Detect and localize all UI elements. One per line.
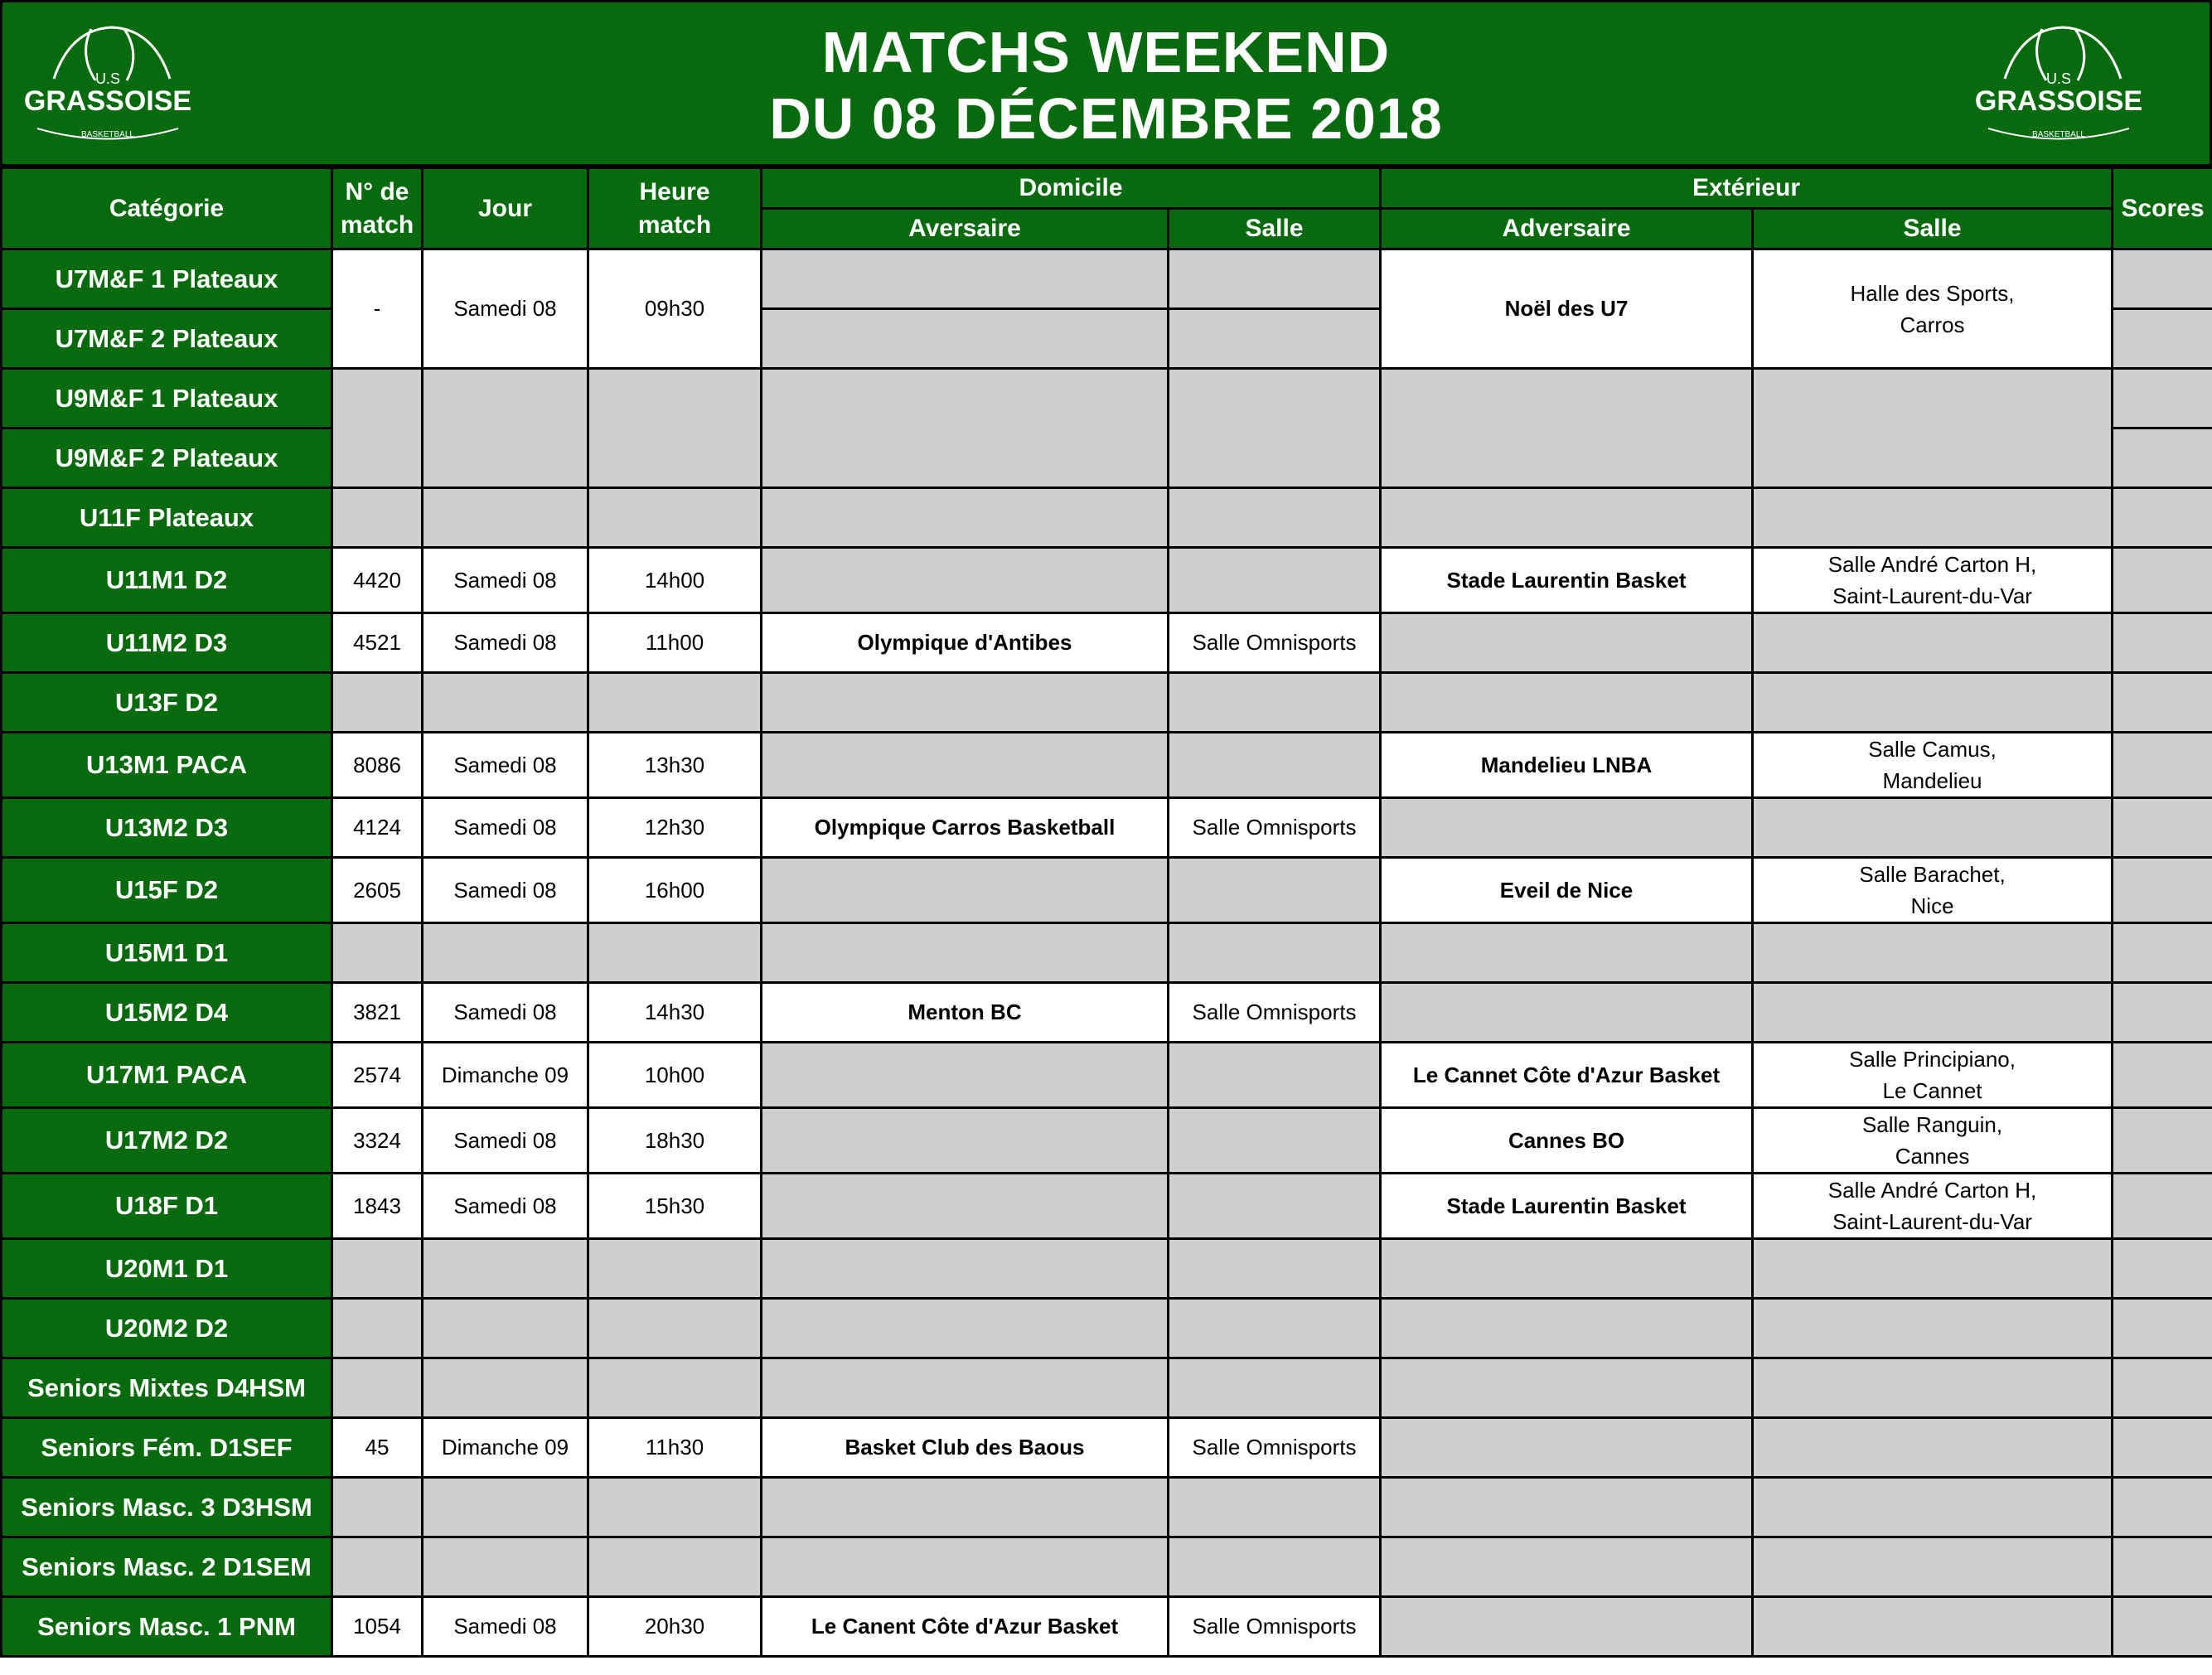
category-cell: U11M2 D3 — [2, 613, 332, 673]
home-opponent-cell — [762, 309, 1169, 369]
table-row — [2, 798, 2212, 858]
home-opponent-cell — [762, 733, 1169, 798]
table-row — [2, 1239, 2212, 1299]
match-number-cell: 3324 — [332, 1108, 423, 1174]
time-cell: 14h00 — [588, 548, 762, 613]
time-cell — [588, 488, 762, 548]
time-cell — [588, 923, 762, 983]
table-row — [2, 923, 2212, 983]
away-opponent-cell — [1381, 1478, 1753, 1537]
home-opponent-cell — [762, 673, 1169, 733]
away-venue-line2: Nice — [1910, 893, 1954, 918]
away-venue-cell — [1753, 548, 2113, 613]
home-opponent-cell — [762, 858, 1169, 923]
match-number-cell — [332, 1537, 423, 1597]
home-opponent-cell — [762, 1239, 1169, 1299]
score-cell — [2113, 798, 2212, 858]
category-cell: Seniors Masc. 1 PNM — [2, 1597, 332, 1657]
home-venue-cell — [1169, 1299, 1381, 1358]
away-opponent-cell: Stade Laurentin Basket — [1381, 548, 1753, 613]
away-opponent-cell: Stade Laurentin Basket — [1381, 1174, 1753, 1239]
away-venue-cell — [1753, 1478, 2113, 1537]
home-opponent-cell — [762, 1043, 1169, 1108]
away-opponent-cell — [1381, 1358, 1753, 1418]
score-cell — [2113, 1299, 2212, 1358]
table-row — [2, 858, 2212, 923]
home-opponent-cell — [762, 923, 1169, 983]
away-venue-cell — [1753, 488, 2113, 548]
score-cell — [2113, 613, 2212, 673]
home-venue-cell — [1169, 733, 1381, 798]
away-opponent-cell — [1381, 1537, 1753, 1597]
day-cell: Samedi 08 — [423, 1174, 588, 1239]
match-number-cell — [332, 369, 423, 488]
away-venue-cell — [1753, 249, 2113, 369]
col-header-time — [588, 168, 762, 249]
score-cell — [2113, 309, 2212, 369]
home-venue-cell: Salle Omnisports — [1169, 1418, 1381, 1478]
home-venue-cell — [1169, 1174, 1381, 1239]
home-opponent-cell — [762, 1358, 1169, 1418]
title-line-1: MATCHS WEEKEND — [821, 20, 1391, 85]
category-cell: U13M1 PACA — [2, 733, 332, 798]
table-row — [2, 983, 2212, 1043]
home-venue-cell — [1169, 1043, 1381, 1108]
score-cell — [2113, 1174, 2212, 1239]
time-cell — [588, 369, 762, 488]
away-venue-cell — [1753, 1043, 2113, 1108]
day-cell: Samedi 08 — [423, 798, 588, 858]
day-cell — [423, 1537, 588, 1597]
away-venue-cell — [1753, 1358, 2113, 1418]
home-venue-cell — [1169, 1537, 1381, 1597]
category-cell: U11M1 D2 — [2, 548, 332, 613]
day-cell — [423, 1299, 588, 1358]
away-opponent-cell: Mandelieu LNBA — [1381, 733, 1753, 798]
col-header-day: Jour — [423, 168, 588, 249]
day-cell — [423, 1239, 588, 1299]
schedule-body — [2, 249, 2212, 1657]
score-cell — [2113, 548, 2212, 613]
score-cell — [2113, 983, 2212, 1043]
category-cell: U13M2 D3 — [2, 798, 332, 858]
match-number-cell — [332, 1239, 423, 1299]
col-header-away-venue: Salle — [1753, 209, 2113, 249]
home-venue-cell — [1169, 1108, 1381, 1174]
away-opponent-cell — [1381, 798, 1753, 858]
match-number-cell: 3821 — [332, 983, 423, 1043]
page-title — [2, 19, 2210, 152]
svg-text:GRASSOISE: GRASSOISE — [23, 85, 192, 117]
home-opponent-cell — [762, 488, 1169, 548]
match-number-cell: 4420 — [332, 548, 423, 613]
day-cell: Samedi 08 — [423, 1108, 588, 1174]
score-cell — [2113, 1597, 2212, 1657]
away-venue-line1: Salle Principiano, — [1849, 1047, 2016, 1072]
day-cell — [423, 673, 588, 733]
category-cell: Seniors Fém. D1SEF — [2, 1418, 332, 1478]
basketball-logo-icon — [1972, 21, 2146, 145]
home-opponent-cell — [762, 1174, 1169, 1239]
home-opponent-cell — [762, 1537, 1169, 1597]
home-opponent-cell: Olympique d'Antibes — [762, 613, 1169, 673]
home-opponent-cell — [762, 249, 1169, 309]
score-cell — [2113, 1478, 2212, 1537]
home-opponent-cell: Basket Club des Baous — [762, 1418, 1169, 1478]
table-row — [2, 613, 2212, 673]
category-cell: U17M1 PACA — [2, 1043, 332, 1108]
svg-text:BASKETBALL: BASKETBALL — [81, 130, 134, 139]
score-cell — [2113, 858, 2212, 923]
score-cell — [2113, 488, 2212, 548]
day-cell — [423, 1358, 588, 1418]
match-number-cell — [332, 923, 423, 983]
home-venue-cell — [1169, 923, 1381, 983]
match-number-cell: 4521 — [332, 613, 423, 673]
home-venue-cell: Salle Omnisports — [1169, 613, 1381, 673]
away-opponent-cell — [1381, 1418, 1753, 1478]
time-cell — [588, 1299, 762, 1358]
category-cell: U9M&F 1 Plateaux — [2, 369, 332, 428]
away-venue-cell — [1753, 369, 2113, 488]
away-venue-line2: Mandelieu — [1882, 768, 1982, 793]
time-cell — [588, 1239, 762, 1299]
svg-text:BASKETBALL: BASKETBALL — [2032, 130, 2085, 139]
match-number-cell: 8086 — [332, 733, 423, 798]
table-row — [2, 488, 2212, 548]
match-number-cell — [332, 673, 423, 733]
home-venue-cell — [1169, 673, 1381, 733]
match-number-cell — [332, 1358, 423, 1418]
away-venue-cell — [1753, 798, 2113, 858]
away-venue-line2: Saint-Laurent-du-Var — [1832, 1209, 2032, 1234]
category-cell: U7M&F 1 Plateaux — [2, 249, 332, 309]
home-opponent-cell — [762, 1299, 1169, 1358]
time-cell: 09h30 — [588, 249, 762, 369]
home-opponent-cell — [762, 369, 1169, 488]
col-header-home-opponent: Aversaire — [762, 209, 1169, 249]
day-cell — [423, 369, 588, 488]
time-cell: 16h00 — [588, 858, 762, 923]
col-header-away-opponent: Adversaire — [1381, 209, 1753, 249]
match-number-cell: 45 — [332, 1418, 423, 1478]
away-opponent-cell: Noël des U7 — [1381, 249, 1753, 369]
away-venue-line1: Salle Camus, — [1868, 737, 1997, 762]
away-opponent-cell: Cannes BO — [1381, 1108, 1753, 1174]
score-cell — [2113, 733, 2212, 798]
home-venue-cell — [1169, 488, 1381, 548]
score-cell — [2113, 1418, 2212, 1478]
time-cell: 20h30 — [588, 1597, 762, 1657]
home-venue-cell: Salle Omnisports — [1169, 798, 1381, 858]
category-cell: Seniors Masc. 3 D3HSM — [2, 1478, 332, 1537]
away-opponent-cell — [1381, 1239, 1753, 1299]
away-venue-cell — [1753, 858, 2113, 923]
table-row — [2, 673, 2212, 733]
match-number-cell: 2574 — [332, 1043, 423, 1108]
category-cell: Seniors Mixtes D4HSM — [2, 1358, 332, 1418]
score-cell — [2113, 1358, 2212, 1418]
home-opponent-cell: Olympique Carros Basketball — [762, 798, 1169, 858]
table-row — [2, 1043, 2212, 1108]
away-venue-cell — [1753, 983, 2113, 1043]
table-row — [2, 369, 2212, 428]
day-cell: Samedi 08 — [423, 249, 588, 369]
time-cell — [588, 673, 762, 733]
svg-text:U.S: U.S — [94, 70, 121, 87]
away-opponent-cell — [1381, 673, 1753, 733]
category-cell: U11F Plateaux — [2, 488, 332, 548]
away-venue-cell — [1753, 673, 2113, 733]
away-venue-cell — [1753, 1108, 2113, 1174]
home-opponent-cell: Menton BC — [762, 983, 1169, 1043]
day-cell: Samedi 08 — [423, 858, 588, 923]
home-opponent-cell: Le Canent Côte d'Azur Basket — [762, 1597, 1169, 1657]
match-number-cell: 1843 — [332, 1174, 423, 1239]
col-header-match-number-line1: N° de — [345, 177, 409, 206]
time-cell: 15h30 — [588, 1174, 762, 1239]
category-cell: U15M1 D1 — [2, 923, 332, 983]
match-number-cell: 1054 — [332, 1597, 423, 1657]
away-opponent-cell — [1381, 983, 1753, 1043]
time-cell — [588, 1358, 762, 1418]
home-venue-cell — [1169, 1358, 1381, 1418]
col-header-home-venue: Salle — [1169, 209, 1381, 249]
day-cell — [423, 1478, 588, 1537]
score-cell — [2113, 249, 2212, 309]
home-venue-cell — [1169, 369, 1381, 488]
away-venue-cell — [1753, 613, 2113, 673]
table-row — [2, 733, 2212, 798]
time-cell: 11h00 — [588, 613, 762, 673]
home-venue-cell: Salle Omnisports — [1169, 983, 1381, 1043]
day-cell: Dimanche 09 — [423, 1043, 588, 1108]
home-venue-cell — [1169, 249, 1381, 309]
table-row — [2, 1108, 2212, 1174]
away-venue-cell — [1753, 1239, 2113, 1299]
time-cell — [588, 1537, 762, 1597]
time-cell: 11h30 — [588, 1418, 762, 1478]
away-opponent-cell — [1381, 1597, 1753, 1657]
away-venue-cell — [1753, 1597, 2113, 1657]
col-header-time-line1: Heure — [639, 177, 710, 206]
match-number-cell — [332, 488, 423, 548]
away-opponent-cell — [1381, 923, 1753, 983]
match-number-cell: 4124 — [332, 798, 423, 858]
category-cell: Seniors Masc. 2 D1SEM — [2, 1537, 332, 1597]
away-venue-line1: Salle Ranguin, — [1861, 1112, 2003, 1137]
score-cell — [2113, 428, 2212, 488]
day-cell — [423, 488, 588, 548]
away-venue-cell — [1753, 1174, 2113, 1239]
category-cell: U20M1 D1 — [2, 1239, 332, 1299]
home-venue-cell — [1169, 858, 1381, 923]
col-header-match-number — [332, 168, 423, 249]
match-number-cell: 2605 — [332, 858, 423, 923]
score-cell — [2113, 1239, 2212, 1299]
table-row — [2, 249, 2212, 309]
day-cell: Samedi 08 — [423, 983, 588, 1043]
home-opponent-cell — [762, 1478, 1169, 1537]
match-number-cell: - — [332, 249, 423, 369]
away-venue-line2: Le Cannet — [1882, 1078, 1982, 1103]
day-cell — [423, 923, 588, 983]
table-row — [2, 1174, 2212, 1239]
score-cell — [2113, 1108, 2212, 1174]
away-venue-line1: Salle André Carton H, — [1827, 1178, 2037, 1203]
time-cell: 13h30 — [588, 733, 762, 798]
away-venue-line2: Cannes — [1895, 1144, 1970, 1169]
score-cell — [2113, 1043, 2212, 1108]
score-cell — [2113, 923, 2212, 983]
col-header-match-number-line2: match — [340, 211, 414, 239]
away-venue-cell — [1753, 923, 2113, 983]
table-row — [2, 1478, 2212, 1537]
away-venue-cell — [1753, 1537, 2113, 1597]
match-number-cell — [332, 1478, 423, 1537]
away-opponent-cell — [1381, 488, 1753, 548]
away-venue-line2: Carros — [1900, 312, 1965, 337]
away-venue-cell — [1753, 733, 2113, 798]
table-row — [2, 1537, 2212, 1597]
table-row — [2, 1299, 2212, 1358]
svg-text:U.S: U.S — [2045, 70, 2072, 87]
title-line-2: DU 08 DÉCEMBRE 2018 — [769, 86, 1443, 151]
away-venue-cell — [1753, 1418, 2113, 1478]
time-cell — [588, 1478, 762, 1537]
away-venue-line1: Salle André Carton H, — [1827, 552, 2037, 577]
home-venue-cell — [1169, 548, 1381, 613]
home-venue-cell — [1169, 1239, 1381, 1299]
away-venue-line2: Saint-Laurent-du-Var — [1832, 583, 2032, 608]
time-cell: 10h00 — [588, 1043, 762, 1108]
table-row — [2, 1418, 2212, 1478]
home-opponent-cell — [762, 548, 1169, 613]
match-number-cell — [332, 1299, 423, 1358]
score-cell — [2113, 1537, 2212, 1597]
title-banner — [0, 0, 2212, 167]
match-schedule-table — [0, 167, 2212, 1658]
col-header-away: Extérieur — [1381, 168, 2113, 209]
time-cell: 14h30 — [588, 983, 762, 1043]
col-header-home: Domicile — [762, 168, 1381, 209]
table-row — [2, 1358, 2212, 1418]
away-opponent-cell — [1381, 1299, 1753, 1358]
club-logo-right — [1972, 21, 2146, 145]
category-cell: U17M2 D2 — [2, 1108, 332, 1174]
time-cell: 18h30 — [588, 1108, 762, 1174]
col-header-scores: Scores — [2113, 168, 2212, 249]
away-opponent-cell — [1381, 369, 1753, 488]
table-row — [2, 548, 2212, 613]
time-cell: 12h30 — [588, 798, 762, 858]
away-venue-line1: Halle des Sports, — [1850, 280, 2015, 306]
away-venue-line1: Salle Barachet, — [1859, 862, 2006, 887]
away-venue-cell — [1753, 1299, 2113, 1358]
table-row — [2, 1597, 2212, 1657]
day-cell: Samedi 08 — [423, 733, 588, 798]
away-opponent-cell: Le Cannet Côte d'Azur Basket — [1381, 1043, 1753, 1108]
category-cell: U18F D1 — [2, 1174, 332, 1239]
category-cell: U13F D2 — [2, 673, 332, 733]
home-venue-cell — [1169, 309, 1381, 369]
day-cell: Samedi 08 — [423, 1597, 588, 1657]
category-cell: U20M2 D2 — [2, 1299, 332, 1358]
category-cell: U7M&F 2 Plateaux — [2, 309, 332, 369]
category-cell: U9M&F 2 Plateaux — [2, 428, 332, 488]
day-cell: Dimanche 09 — [423, 1418, 588, 1478]
svg-text:GRASSOISE: GRASSOISE — [1974, 85, 2143, 117]
day-cell: Samedi 08 — [423, 613, 588, 673]
home-venue-cell: Salle Omnisports — [1169, 1597, 1381, 1657]
home-venue-cell — [1169, 1478, 1381, 1537]
category-cell: U15M2 D4 — [2, 983, 332, 1043]
score-cell — [2113, 369, 2212, 428]
score-cell — [2113, 673, 2212, 733]
col-header-category: Catégorie — [2, 168, 332, 249]
col-header-time-line2: match — [637, 211, 712, 239]
home-opponent-cell — [762, 1108, 1169, 1174]
away-opponent-cell — [1381, 613, 1753, 673]
away-opponent-cell: Eveil de Nice — [1381, 858, 1753, 923]
day-cell: Samedi 08 — [423, 548, 588, 613]
category-cell: U15F D2 — [2, 858, 332, 923]
